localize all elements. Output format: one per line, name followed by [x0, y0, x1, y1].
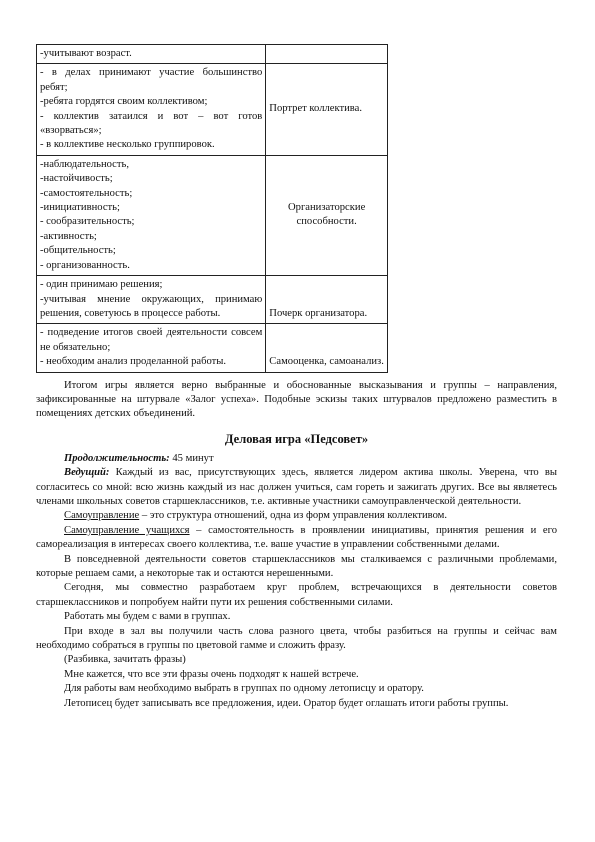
host-label: Ведущий: — [64, 467, 110, 479]
table-cell-line: - сообразительность; — [40, 216, 135, 228]
table-cell-line: - один принимаю решения; — [40, 279, 163, 291]
table-cell-items — [37, 276, 266, 324]
table-cell-items — [37, 324, 266, 372]
body-paragraph: Для работы вам необходимо выбрать в группах по одному летописцу и оратору. — [64, 683, 424, 695]
table-cell-category: Почерк организатора. — [266, 276, 388, 324]
body-paragraph: Работать мы будем с вами в группах. — [64, 611, 231, 623]
table-cell-line: - организованность. — [40, 259, 130, 271]
table-cell-category: Портрет коллектива. — [266, 64, 388, 155]
host-paragraph — [36, 466, 557, 509]
section-title: Деловая игра «Педсовет» — [224, 431, 369, 446]
body-paragraph: Летописец будет записывать все предложения, идеи. Оратор будет оглашать итоги работы группы. — [64, 697, 509, 709]
table-row — [37, 276, 388, 324]
table-cell-items — [37, 64, 266, 155]
table-cell-line: -учитывают возраст. — [40, 48, 132, 59]
duration-label: Продолжительность: — [64, 452, 170, 464]
table-row — [37, 155, 388, 275]
table-row — [37, 324, 388, 372]
table-cell-line: - коллектив затаился и вот – вот готов «взорваться»; — [40, 110, 263, 137]
table-cell-items — [37, 45, 266, 64]
definition-term: Самоуправление — [64, 510, 140, 522]
host-text: Каждый из вас, присутствующих здесь, является лидером актива школы. Уверена, что вы согласитесь со мной: всю жизнь каждый из нас должен учиться, сам гореть и зажигать других. Все вы являетесь членами школьных советов старшеклассников, т.е. активные участники самоуправленческой деятельности. — [36, 467, 557, 507]
summary-paragraph: Итогом игры является верно выбранные и обоснованные высказывания и группы – направления, зафиксированные на штурвале «Залог успеха». Подобные эскизы таких штурвалов предложено разместить в помещениях детских объединений. — [36, 379, 557, 420]
duration-value: 45 минут — [169, 452, 214, 464]
definition-student-self-government — [36, 524, 557, 553]
body-paragraph: При входе в зал вы получили часть слова разного цвета, чтобы разбиться на группы и сейчас вам необходимо собраться в группы по цветовой гамме и сложить фразу. — [36, 625, 557, 652]
table-cell-line: -инициативность; — [40, 202, 120, 214]
table-row — [37, 64, 388, 155]
page — [36, 44, 557, 711]
body-paragraph: Мне кажется, что все эти фразы очень подходят к нашей встрече. — [64, 668, 359, 680]
criteria-table — [36, 44, 388, 373]
table-cell-category: Самооценка, самоанализ. — [266, 324, 388, 372]
table-row — [37, 45, 388, 64]
duration-line — [36, 452, 557, 466]
body-paragraph: (Разбивка, зачитать фразы) — [64, 654, 186, 666]
table-cell-line: -активность; — [40, 230, 97, 242]
table-cell-line: -самостоятельность; — [40, 187, 133, 199]
table-cell-line: - в делах принимают участие большинство ребят; — [40, 67, 263, 93]
table-cell-line: -ребята гордятся своим коллективом; — [40, 96, 208, 108]
table-cell-category — [266, 45, 388, 64]
table-cell-line: -наблюдательность, — [40, 158, 129, 170]
table-cell-line: - необходим анализ проделанной работы. — [40, 356, 227, 368]
table-cell-line: -учитывая мнение окружающих, принимаю решения, советуюсь в процессе работы. — [40, 293, 263, 319]
table-cell-category: Организаторские способности. — [266, 155, 388, 275]
table-cell-line: - в коллективе несколько группировок. — [40, 139, 215, 151]
definition-term: Самоуправление учащихся — [64, 524, 190, 536]
body-paragraph: Сегодня, мы совместно разработаем круг проблем, встречающихся в деятельности советов старшеклассников и попробуем найти пути их решения собственными силами. — [36, 582, 557, 608]
table-cell-line: -общительность; — [40, 245, 116, 257]
table-cell-line: -настойчивость; — [40, 173, 113, 185]
definition-self-government — [36, 509, 557, 523]
definition-text: – самостоятельность в проявлении инициативы, принятия решения и его самореализация в интересах своего коллектива, т.е. ваше участие в управлении собственными делами. — [36, 524, 557, 551]
table-cell-items — [37, 155, 266, 275]
table-cell-line: - подведение итогов своей деятельности совсем не обязательно; — [40, 327, 263, 353]
body-paragraph: В повседневной деятельности советов старшеклассников мы сталкиваемся с различными проблемами, которые решаем сами, а некоторые так и остаются нерешенными. — [36, 553, 557, 579]
definition-text: – это структура отношений, одна из форм управления коллективом. — [139, 510, 448, 522]
